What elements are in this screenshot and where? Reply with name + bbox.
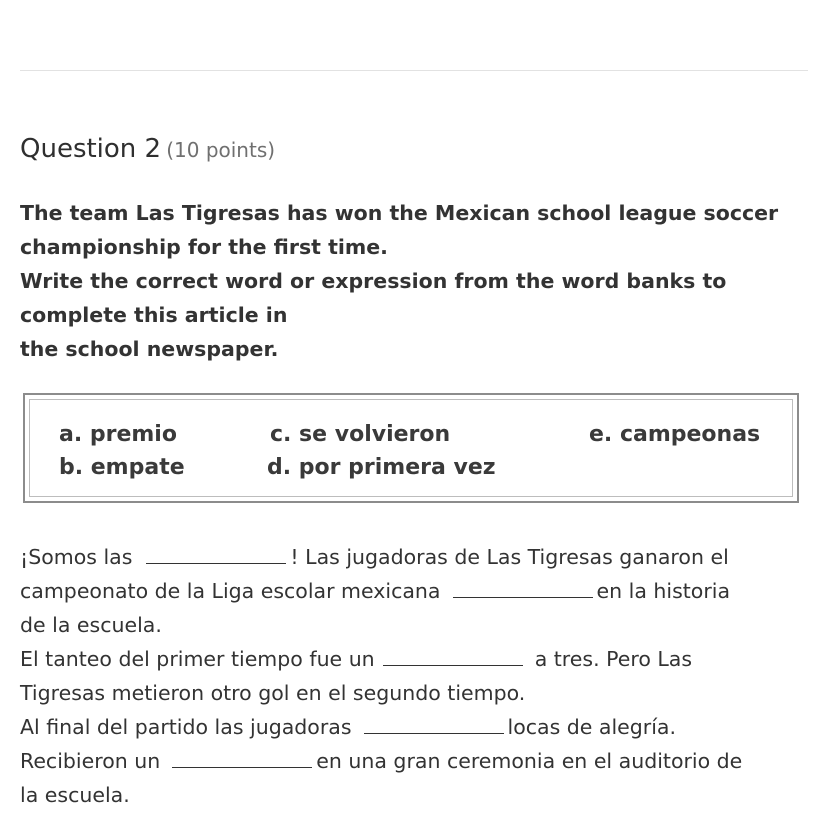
answer-blank-4[interactable] xyxy=(364,711,504,734)
question-points: (10 points) xyxy=(166,138,276,162)
article-text-segment: a tres. Pero Las xyxy=(534,647,693,671)
prompt-line: Write the correct word or expression from the word banks to xyxy=(20,269,727,293)
article-text-segment: en la historia xyxy=(596,579,731,603)
answer-blank-3[interactable] xyxy=(383,643,523,666)
article-text xyxy=(20,540,820,812)
article-line-3 xyxy=(20,608,820,642)
article-text-segment: Recibieron un xyxy=(20,749,161,773)
question-prompt xyxy=(20,196,810,366)
article-text-segment: en una gran ceremonia en el auditorio de xyxy=(316,749,743,773)
article-text-segment: El tanteo del primer tiempo fue un xyxy=(20,647,375,671)
article-text-segment: campeonato de la Liga escolar mexicana xyxy=(20,579,441,603)
article-line-1 xyxy=(20,540,820,574)
article-text-segment: Tigresas metieron otro gol en el segundo tiempo. xyxy=(20,681,526,705)
answer-blank-1[interactable] xyxy=(146,541,286,564)
answer-blank-2[interactable] xyxy=(453,575,593,598)
prompt-line: the school newspaper. xyxy=(20,337,279,361)
article-text-segment: la escuela. xyxy=(20,783,130,807)
prompt-line: The team Las Tigresas has won the Mexican school league soccer xyxy=(20,201,779,225)
article-line-8 xyxy=(20,778,820,812)
top-divider xyxy=(20,70,808,71)
question-header xyxy=(20,131,275,170)
prompt-line: complete this article in xyxy=(20,303,288,327)
word-bank-option-a: a. premio xyxy=(59,422,177,447)
article-text-segment: ! Las jugadoras de Las Tigresas ganaron el xyxy=(290,545,729,569)
article-text-segment: Al final del partido las jugadoras xyxy=(20,715,352,739)
answer-blank-5[interactable] xyxy=(172,745,312,768)
article-line-4 xyxy=(20,642,820,676)
article-line-2 xyxy=(20,574,820,608)
article-text-segment: de la escuela. xyxy=(20,613,162,637)
article-text-segment: ¡Somos las xyxy=(20,545,133,569)
word-bank-option-c: c. se volvieron xyxy=(270,422,451,447)
word-bank xyxy=(23,393,799,503)
article-line-5 xyxy=(20,676,820,710)
article-text-segment: locas de alegría. xyxy=(507,715,677,739)
prompt-line: championship for the first time. xyxy=(20,235,388,259)
article-line-7 xyxy=(20,744,820,778)
question-title: Question 2 xyxy=(20,134,162,164)
word-bank-option-d: d. por primera vez xyxy=(267,455,496,480)
article-line-6 xyxy=(20,710,820,744)
word-bank-option-e: e. campeonas xyxy=(589,422,761,447)
word-bank-option-b: b. empate xyxy=(59,455,185,480)
